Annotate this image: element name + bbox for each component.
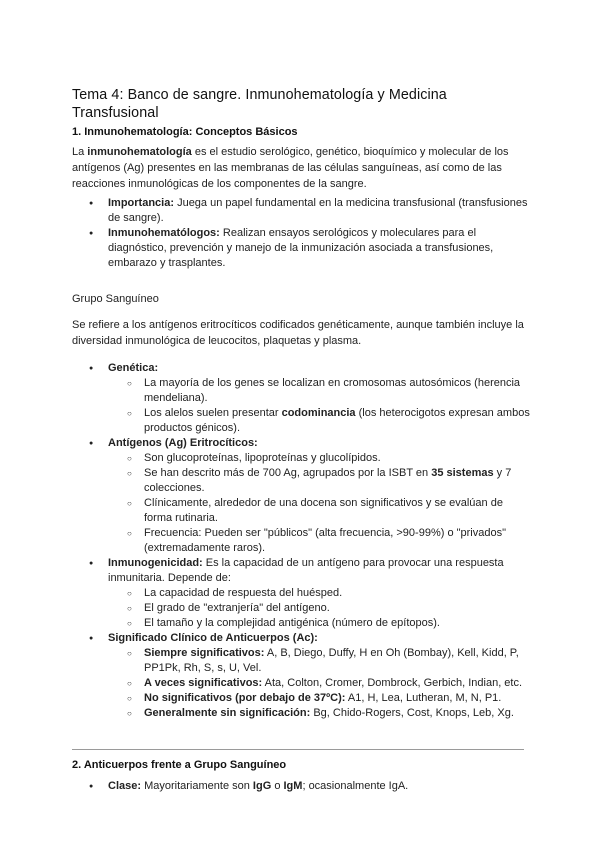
list-item: ○ No significativos (por debajo de 37ºC): A1, H, Lea, Lutheran, M, N, P1. <box>108 691 530 706</box>
bullet-clase: ● Clase: Mayoritariamente son IgG o IgM; ocasionalmente IgA. <box>72 779 530 794</box>
section-1-heading: 1. Inmunohematología: Conceptos Básicos <box>72 126 298 138</box>
significado-sublist <box>108 646 530 721</box>
bullet-importancia: ● Importancia: Juega un papel fundamental en la medicina transfusional (transfusiones de sangre). <box>72 196 530 226</box>
list-item: ○ Siempre significativos: A, B, Diego, Duffy, H en Oh (Bombay), Kell, Kidd, P, PP1Pk, Rh, S, s, U, Vel. <box>108 646 530 676</box>
list-item: ○ A veces significativos: Ata, Colton, Cromer, Dombrock, Gerbich, Indian, etc. <box>108 676 530 691</box>
grupo-sanguineo-description: Se refiere a los antígenos eritrocíticos codificados genéticamente, aunque también incluye la diversidad inmunológica de leucocitos, plaquetas y plasma. <box>72 319 524 347</box>
intro-paragraph: La inmunohematología es el estudio serológico, genético, bioquímico y molecular de los antígenos (Ag) presentes en las membranas de las células sanguíneas, así como de las reacciones inmunológicas de los componentes de la sangre. <box>72 146 509 190</box>
list-item: ○ Frecuencia: Pueden ser "públicos" (alta frecuencia, >90-99%) o "privados" (extremadamente raros). <box>108 526 530 556</box>
bullet-inmunogenicidad: ● Inmunogenicidad: Es la capacidad de un antígeno para provocar una respuesta inmunitaria. Depende de: ○ La capacidad de respuesta del huésped. ○ El grado de "extranjería" del antígeno. ○ El tamaño y la complejidad antigénica (número de epítopos). <box>72 556 530 631</box>
document-title: Tema 4: Banco de sangre. Inmunohematología y Medicina Transfusional <box>72 87 447 121</box>
bullet-significado-clinico: ● Significado Clínico de Anticuerpos (Ac): ○ Siempre significativos: A, B, Diego, Duffy, H en Oh (Bombay), Kell, Kidd, P, PP1Pk, Rh, S, s, U, Vel. ○ A veces significativos: Ata, Colton, Cromer, Dombrock, Gerbich, Indian, etc. ○ No significativos (por debajo de 37ºC): A1, H, Lea, Lutheran, M, N, P1. ○ Generalmente sin significación: Bg, Chido-Rogers, Cost, Knops, Leb, Xg. <box>72 631 530 721</box>
list-item: ○ El grado de "extranjería" del antígeno. <box>108 601 530 616</box>
grupo-bullet-list <box>72 361 530 721</box>
bullet-inmunohematologos: ● Inmunohematólogos: Realizan ensayos serológicos y moleculares para el diagnóstico, prevención y manejo de la inmunización asociada a transfusiones, embarazo y trasplantes. <box>72 226 530 271</box>
list-item: ○ La mayoría de los genes se localizan en cromosomas autosómicos (herencia mendeliana). <box>108 376 530 406</box>
list-item: ○ Se han descrito más de 700 Ag, agrupados por la ISBT en 35 sistemas y 7 colecciones. <box>108 466 530 496</box>
bullet-antigenos: ● Antígenos (Ag) Eritrocíticos: ○ Son glucoproteínas, lipoproteínas y glucolípidos. ○ Se han descrito más de 700 Ag, agrupados por la ISBT en 35 sistemas y 7 colecciones. ○ Clínicamente, alrededor de una docena son significativos y se evalúan de forma rutinaria. ○ Frecuencia: Pueden ser "públicos" (alta frecuencia, >90-99%) o "privados" (extremadamente raros). <box>72 436 530 556</box>
section-2-bullet-list <box>72 779 530 794</box>
list-item: ○ El tamaño y la complejidad antigénica (número de epítopos). <box>108 616 530 631</box>
inmunogenicidad-sublist <box>108 586 530 631</box>
intro-bullet-list <box>72 196 530 271</box>
grupo-sanguineo-title: Grupo Sanguíneo <box>72 293 159 305</box>
list-item: ○ Son glucoproteínas, lipoproteínas y glucolípidos. <box>108 451 530 466</box>
list-item: ○ La capacidad de respuesta del huésped. <box>108 586 530 601</box>
list-item: ○ Generalmente sin significación: Bg, Chido-Rogers, Cost, Knops, Leb, Xg. <box>108 706 530 721</box>
genetica-sublist <box>108 376 530 436</box>
antigenos-sublist <box>108 451 530 556</box>
term-inmunohematologia: inmunohematología <box>87 146 192 158</box>
document-content <box>72 86 530 794</box>
list-item: ○ Los alelos suelen presentar codominancia (los heterocigotos expresan ambos productos génicos). <box>108 406 530 436</box>
horizontal-divider <box>72 749 524 750</box>
bullet-genetica: ● Genética: ○ La mayoría de los genes se localizan en cromosomas autosómicos (herencia mendeliana). ○ Los alelos suelen presentar codominancia (los heterocigotos expresan ambos productos génicos). <box>72 361 530 436</box>
list-item: ○ Clínicamente, alrededor de una docena son significativos y se evalúan de forma rutinaria. <box>108 496 530 526</box>
section-2-heading: 2. Anticuerpos frente a Grupo Sanguíneo <box>72 759 287 771</box>
